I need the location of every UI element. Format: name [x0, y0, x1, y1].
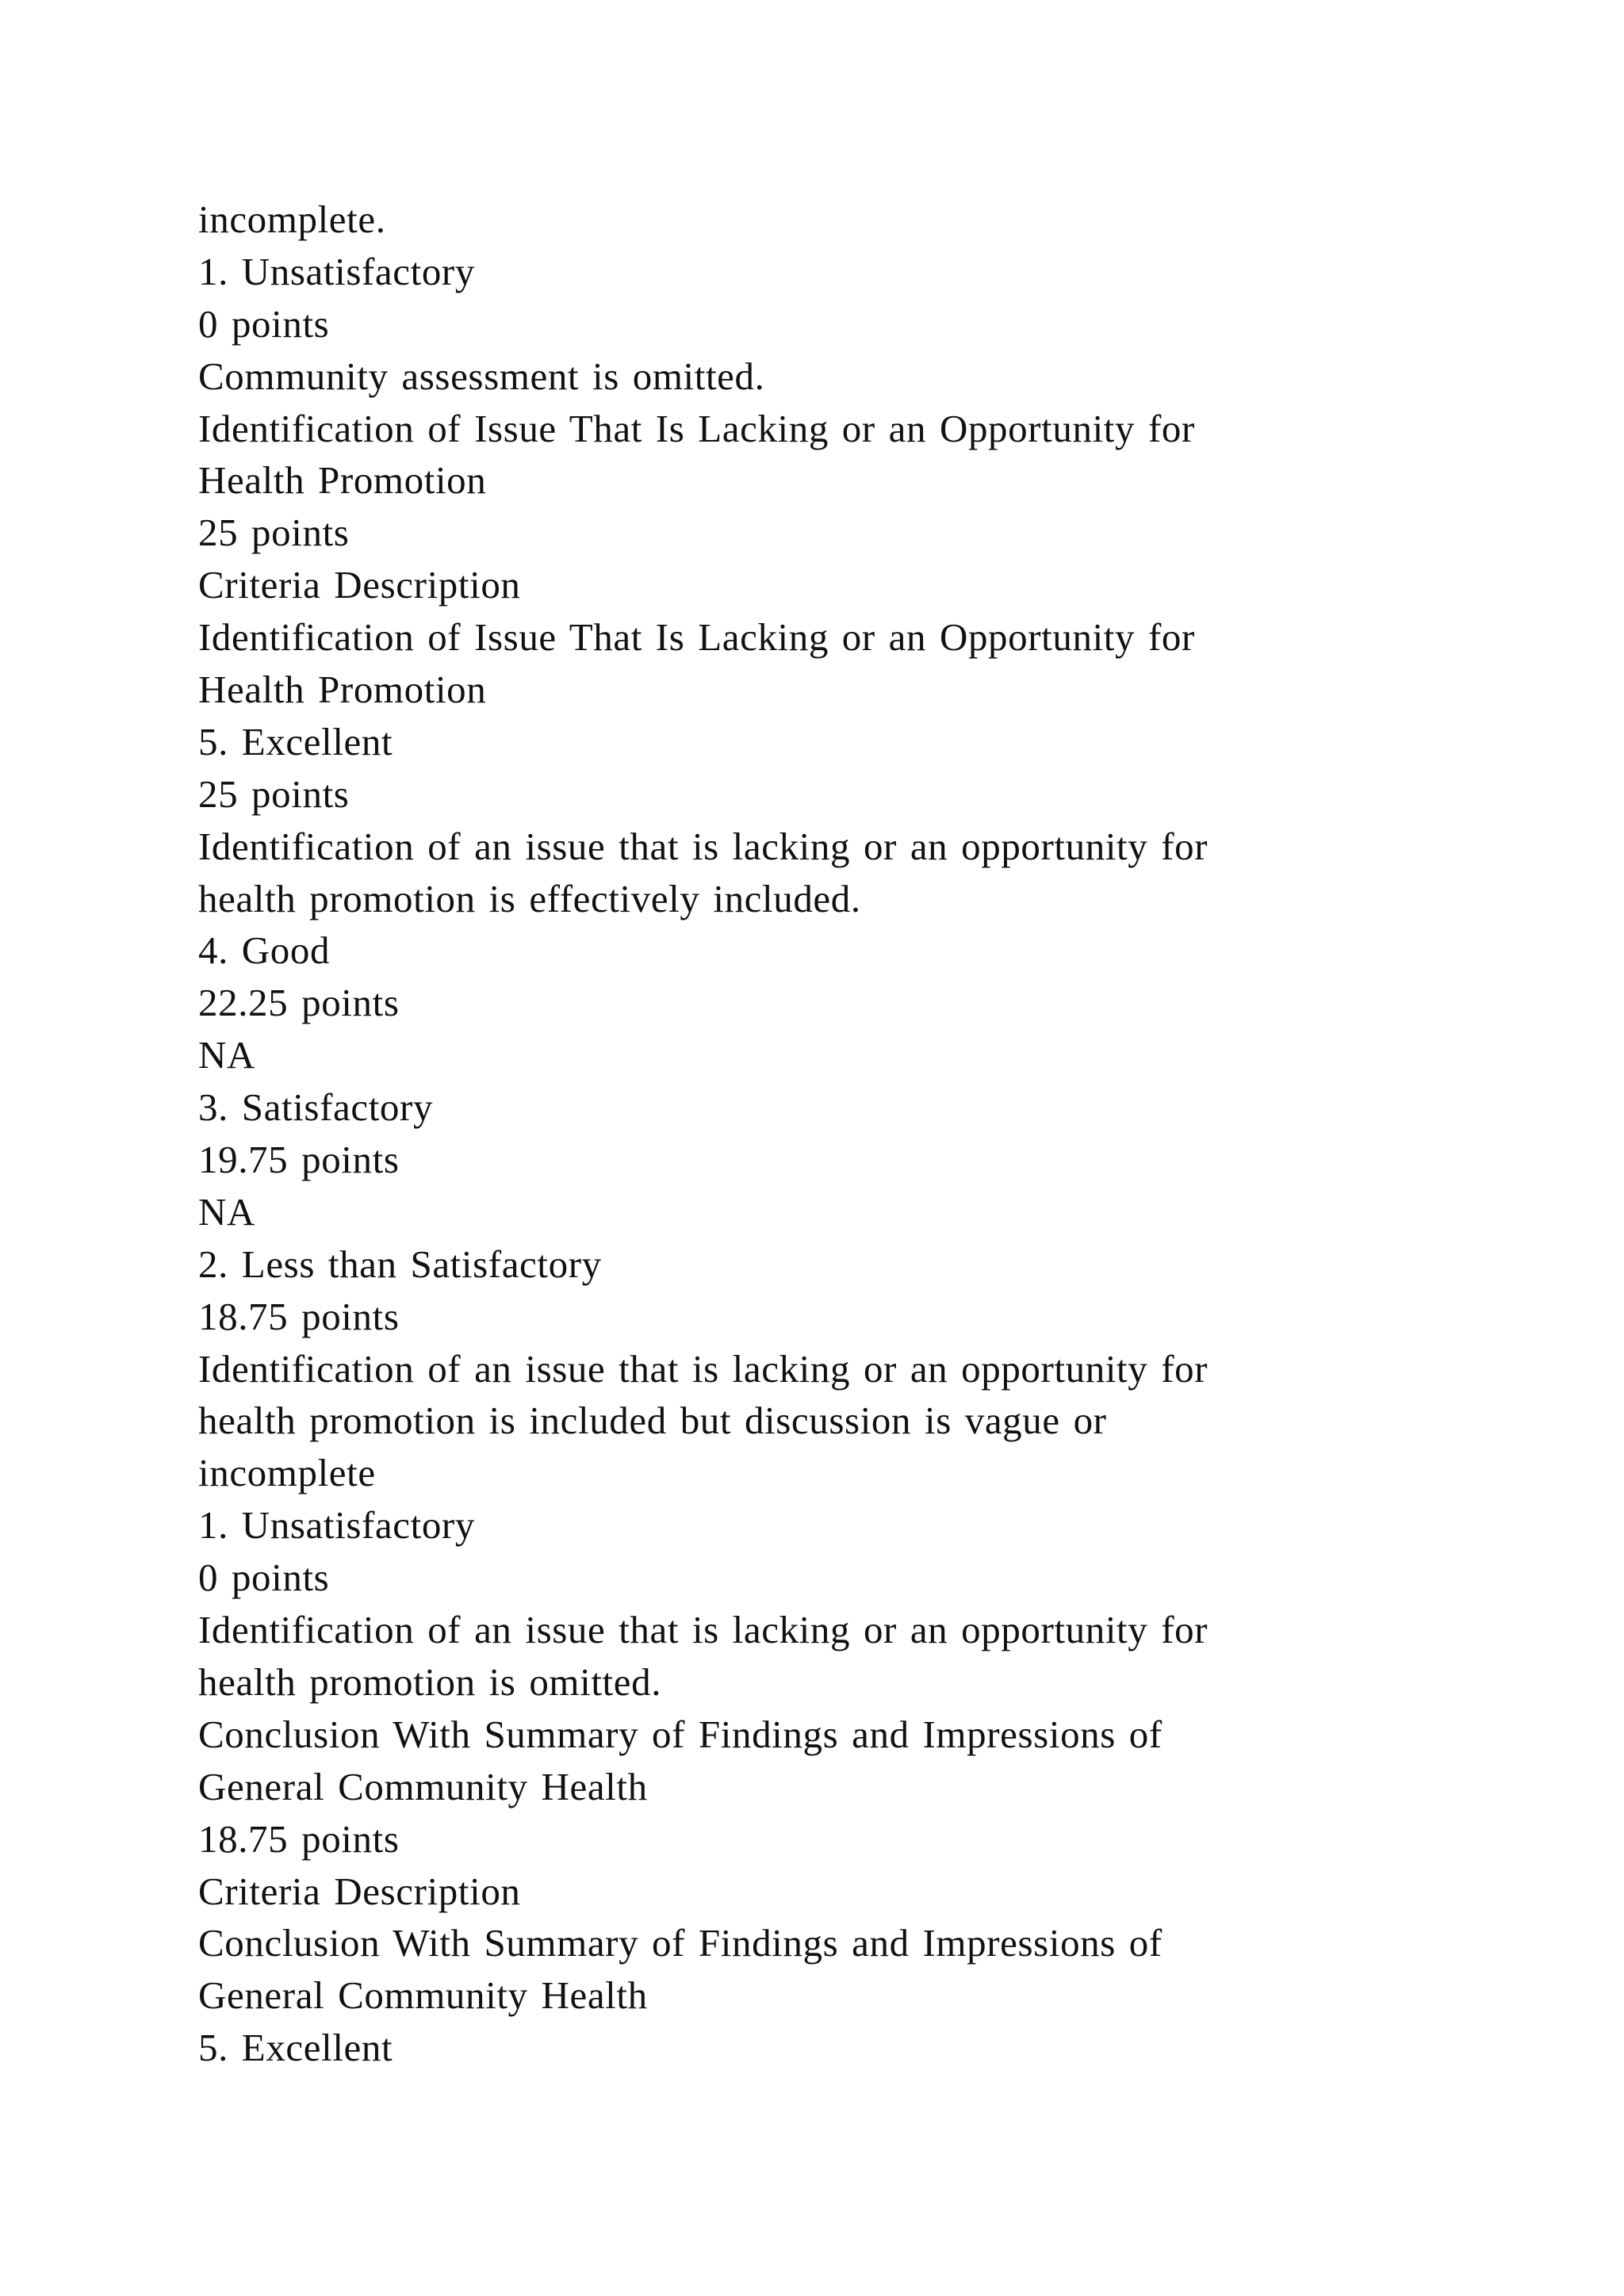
text-line: 25 points [198, 771, 350, 816]
text-line: Identification of an issue that is lacking or an opportunity for [198, 1346, 1208, 1391]
text-line: Health Promotion [198, 458, 487, 503]
text-line: 3. Satisfactory [198, 1085, 434, 1130]
text-line: Conclusion With Summary of Findings and Impressions of [198, 1921, 1162, 1965]
text-line: incomplete. [198, 197, 386, 241]
text-line: 0 points [198, 1556, 330, 1600]
text-line: Health Promotion [198, 668, 487, 712]
text-line: Community assessment is omitted. [198, 354, 765, 398]
text-line: Identification of Issue That Is Lacking or an Opportunity for [198, 406, 1195, 450]
text-line: 5. Excellent [198, 2026, 393, 2070]
text-line: Criteria Description [198, 1869, 521, 1913]
text-line: 22.25 points [198, 981, 400, 1025]
text-line: Identification of an issue that is lacking or an opportunity for [198, 824, 1208, 868]
text-line: Identification of Issue That Is Lacking or an Opportunity for [198, 615, 1195, 660]
text-line: incomplete [198, 1451, 376, 1495]
text-line: health promotion is included but discussion is vague or [198, 1399, 1107, 1443]
text-line: 25 points [198, 511, 350, 555]
document-text [198, 193, 1507, 2074]
text-line: Conclusion With Summary of Findings and Impressions of [198, 1712, 1162, 1756]
text-line: 1. Unsatisfactory [198, 249, 475, 293]
text-line: 1. Unsatisfactory [198, 1503, 475, 1548]
text-line: 18.75 points [198, 1294, 400, 1338]
text-line: health promotion is omitted. [198, 1659, 662, 1704]
text-line: NA [198, 1033, 255, 1077]
text-line: NA [198, 1189, 255, 1234]
text-line: health promotion is effectively included. [198, 876, 861, 920]
text-line: Criteria Description [198, 563, 521, 607]
text-line: 2. Less than Satisfactory [198, 1242, 602, 1286]
text-line: Identification of an issue that is lacking or an opportunity for [198, 1608, 1208, 1652]
text-line: General Community Health [198, 1764, 648, 1808]
text-line: General Community Health [198, 1973, 648, 2018]
text-line: 0 points [198, 301, 330, 346]
text-line: 4. Good [198, 928, 331, 973]
text-line: 18.75 points [198, 1816, 400, 1861]
text-line: 19.75 points [198, 1138, 400, 1182]
text-line: 5. Excellent [198, 719, 393, 763]
